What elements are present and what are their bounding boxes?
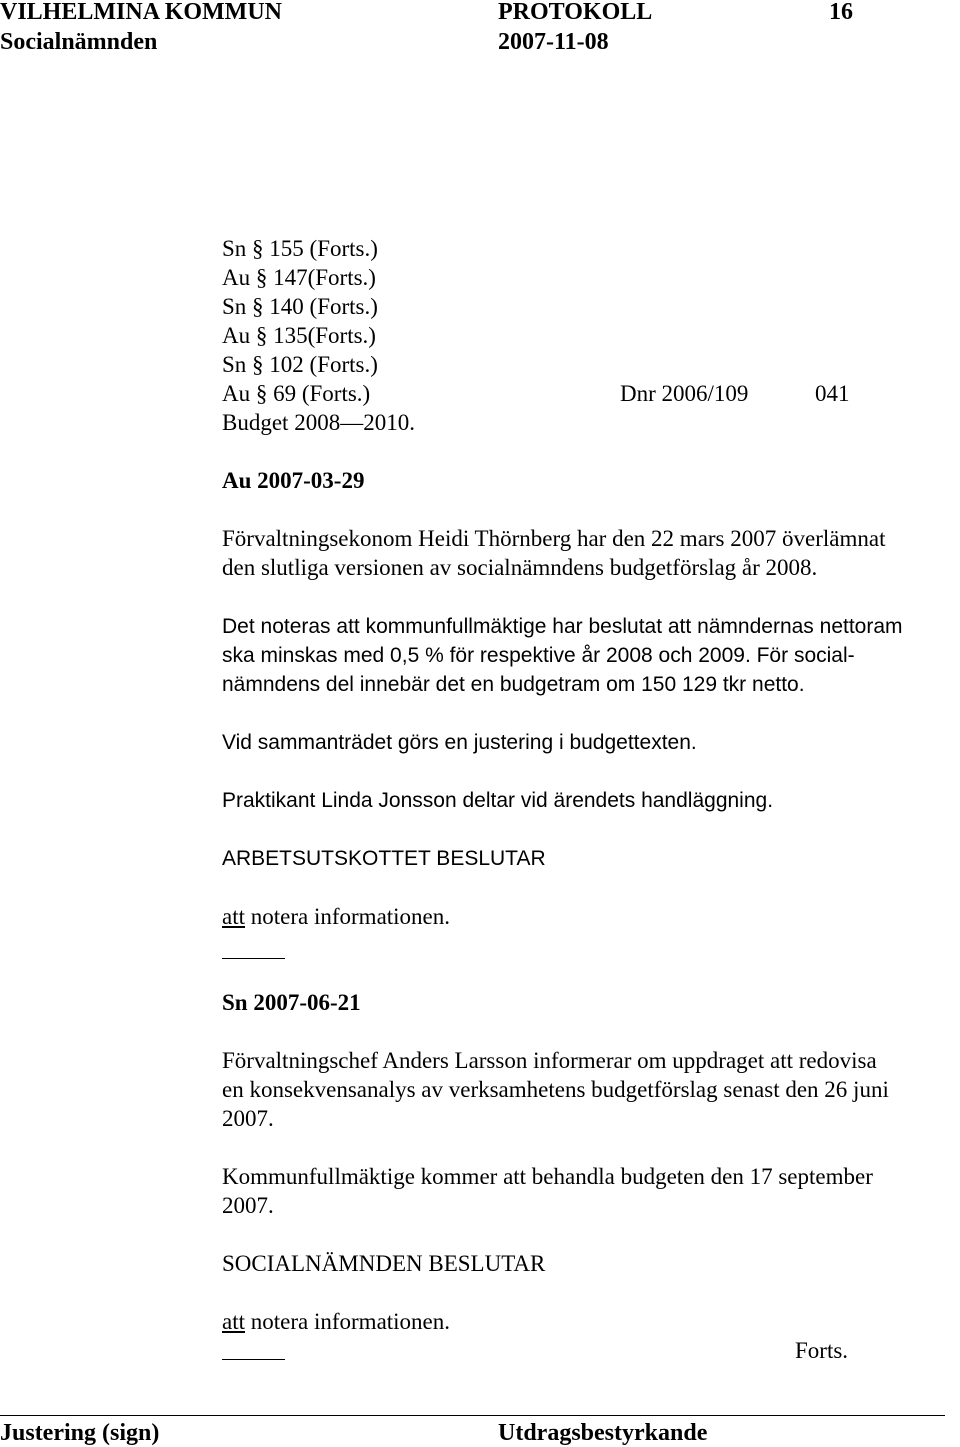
au-para2-line2: ska minskas med 0,5 % för respektive år 2008 och 2009. För social-: [222, 644, 855, 667]
header-committee: Socialnämnden: [0, 29, 158, 55]
sn-para2-line1: Kommunfullmäktige kommer att behandla budgeten den 17 september: [222, 1164, 873, 1189]
end-divider: [222, 1359, 285, 1360]
sn-para2-line2: 2007.: [222, 1193, 274, 1218]
sn-heading: Sn 2007-06-21: [222, 990, 361, 1015]
header-doc-type: PROTOKOLL: [498, 0, 653, 25]
au-decision: [222, 902, 450, 931]
dnr-code: 041: [815, 381, 850, 406]
sn-decision-heading: SOCIALNÄMNDEN BESLUTAR: [222, 1251, 546, 1276]
header-date: 2007-11-08: [498, 29, 609, 55]
continued-label: Forts.: [795, 1338, 849, 1363]
document-title: Budget 2008—2010.: [222, 410, 415, 435]
au-para4: Praktikant Linda Jonsson deltar vid ärendets handläggning.: [222, 789, 774, 812]
au-decision-text: notera informationen.: [245, 904, 451, 929]
au-decision-att: att: [222, 904, 245, 929]
sn-para1-line2: en konsekvensanalys av verksamhetens budgetförslag senast den 26 juni: [222, 1077, 889, 1102]
footer-utdrag: Utdragsbestyrkande: [498, 1420, 708, 1446]
footer-rule: [0, 1415, 945, 1416]
page-number: 16: [829, 0, 853, 25]
section-divider: [222, 958, 285, 959]
au-para2-line1: Det noteras att kommunfullmäktige har beslutat att nämndernas nettoram: [222, 615, 903, 638]
footer-justering: Justering (sign): [0, 1420, 160, 1446]
au-decision-heading: ARBETSUTSKOTTET BESLUTAR: [222, 847, 546, 870]
reference-6: Au § 69 (Forts.): [222, 381, 371, 406]
sn-decision-text: notera informationen.: [245, 1309, 451, 1334]
au-para1-line1: Förvaltningsekonom Heidi Thörnberg har den 22 mars 2007 överlämnat: [222, 526, 886, 551]
au-heading: Au 2007-03-29: [222, 468, 365, 493]
reference-4: Au § 135(Forts.): [222, 323, 376, 348]
sn-decision-att: att: [222, 1309, 245, 1334]
header-org: VILHELMINA KOMMUN: [0, 0, 282, 25]
dnr-label: Dnr 2006/109: [620, 381, 749, 406]
reference-3: Sn § 140 (Forts.): [222, 294, 378, 319]
sn-para1-line3: 2007.: [222, 1106, 274, 1131]
au-para3: Vid sammanträdet görs en justering i budgettexten.: [222, 731, 697, 754]
reference-1: Sn § 155 (Forts.): [222, 236, 378, 261]
reference-5: Sn § 102 (Forts.): [222, 352, 378, 377]
au-para1-line2: den slutliga versionen av socialnämndens budgetförslag år 2008.: [222, 555, 818, 580]
au-para2-line3: nämndens del innebär det en budgetram om 150 129 tkr netto.: [222, 673, 805, 696]
reference-2: Au § 147(Forts.): [222, 265, 376, 290]
sn-decision: [222, 1307, 450, 1336]
sn-para1-line1: Förvaltningschef Anders Larsson informerar om uppdraget att redovisa: [222, 1048, 877, 1073]
